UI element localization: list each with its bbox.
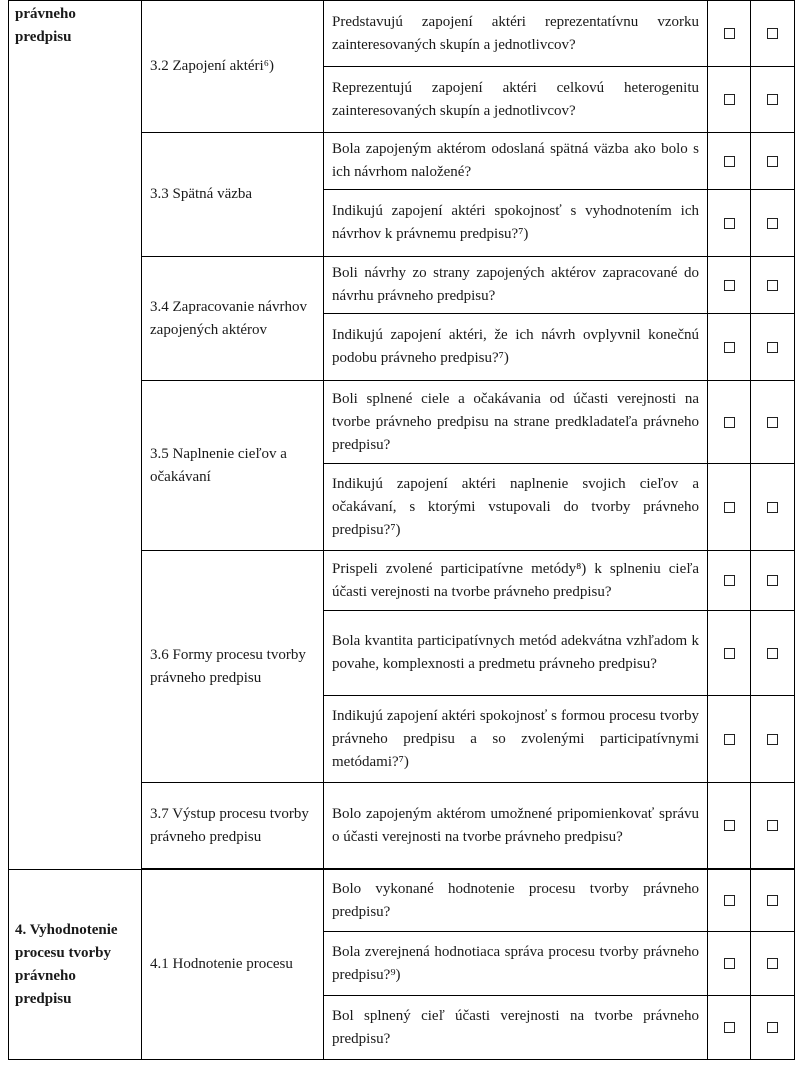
question-text: Predstavujú zapojení aktéri reprezentatívnu vzorku zainteresovaných skupín a jednotlivcov? <box>324 1 708 67</box>
question-text: Indikujú zapojení aktéri spokojnosť s vyhodnotením ich návrhov k právnemu predpisu?⁷) <box>324 190 708 257</box>
checkbox-no[interactable] <box>751 932 795 996</box>
question-text: Bolo vykonané hodnotenie procesu tvorby právneho predpisu? <box>324 870 708 932</box>
checkbox-yes[interactable] <box>708 257 751 314</box>
checkbox-no[interactable] <box>751 1 795 67</box>
checkbox-no[interactable] <box>751 257 795 314</box>
checkbox-no[interactable] <box>751 133 795 190</box>
checkbox-yes[interactable] <box>708 314 751 381</box>
checkbox-no[interactable] <box>751 67 795 133</box>
section-title: právneho predpisu <box>9 1 142 870</box>
question-text: Reprezentujú zapojení aktéri celkovú heterogenitu zainteresovaných skupín a jednotlivcov? <box>324 67 708 133</box>
section-title: 4. Vyhodnotenie procesu tvorby právneho predpisu <box>9 870 142 1060</box>
checkbox-yes[interactable] <box>708 67 751 133</box>
checkbox-no[interactable] <box>751 551 795 611</box>
checkbox-no[interactable] <box>751 996 795 1060</box>
question-text: Indikujú zapojení aktéri spokojnosť s formou procesu tvorby právneho predpisu a so zvolenými participatívnymi metódami?⁷) <box>324 696 708 783</box>
question-text: Indikujú zapojení aktéri, že ich návrh ovplyvnil konečnú podobu právneho predpisu?⁷) <box>324 314 708 381</box>
question-text: Bola zverejnená hodnotiaca správa procesu tvorby právneho predpisu?⁹) <box>324 932 708 996</box>
subsection-label: 3.2 Zapojení aktéri⁶) <box>142 1 324 133</box>
question-text: Bola zapojeným aktérom odoslaná spätná väzba ako bolo s ich návrhom naložené? <box>324 133 708 190</box>
checkbox-no[interactable] <box>751 464 795 551</box>
subsection-label: 3.6 Formy procesu tvorby právneho predpisu <box>142 551 324 783</box>
question-text: Indikujú zapojení aktéri naplnenie svojich cieľov a očakávaní, s ktorými vstupovali do tvorby právneho predpisu?⁷) <box>324 464 708 551</box>
checkbox-yes[interactable] <box>708 381 751 464</box>
checkbox-yes[interactable] <box>708 932 751 996</box>
checkbox-yes[interactable] <box>708 551 751 611</box>
question-text: Boli splnené ciele a očakávania od účasti verejnosti na tvorbe právneho predpisu na strane predkladateľa právneho predpisu? <box>324 381 708 464</box>
question-text: Prispeli zvolené participatívne metódy⁸) k splneniu cieľa účasti verejnosti na tvorbe právneho predpisu? <box>324 551 708 611</box>
checkbox-yes[interactable] <box>708 1 751 67</box>
checkbox-yes[interactable] <box>708 870 751 932</box>
checkbox-no[interactable] <box>751 381 795 464</box>
checkbox-yes[interactable] <box>708 464 751 551</box>
checkbox-yes[interactable] <box>708 996 751 1060</box>
checkbox-yes[interactable] <box>708 611 751 696</box>
checkbox-no[interactable] <box>751 696 795 783</box>
question-text: Bolo zapojeným aktérom umožnené pripomienkovať správu o účasti verejnosti na tvorbe právneho predpisu? <box>324 783 708 869</box>
subsection-label: 3.5 Naplnenie cieľov a očakávaní <box>142 381 324 551</box>
checkbox-yes[interactable] <box>708 133 751 190</box>
checkbox-yes[interactable] <box>708 696 751 783</box>
question-text: Bol splnený cieľ účasti verejnosti na tvorbe právneho predpisu? <box>324 996 708 1060</box>
evaluation-table <box>8 0 795 1060</box>
question-text: Boli návrhy zo strany zapojených aktérov zapracované do návrhu právneho predpisu? <box>324 257 708 314</box>
question-text: Bola kvantita participatívnych metód adekvátna vzhľadom k povahe, komplexnosti a predmetu právneho predpisu? <box>324 611 708 696</box>
subsection-label: 3.4 Zapracovanie návrhov zapojených aktérov <box>142 257 324 381</box>
subsection-label: 4.1 Hodnotenie procesu <box>142 870 324 1060</box>
checkbox-no[interactable] <box>751 190 795 257</box>
checkbox-yes[interactable] <box>708 190 751 257</box>
checkbox-no[interactable] <box>751 611 795 696</box>
subsection-label: 3.3 Spätná väzba <box>142 133 324 257</box>
checkbox-no[interactable] <box>751 870 795 932</box>
checkbox-no[interactable] <box>751 783 795 869</box>
checkbox-no[interactable] <box>751 314 795 381</box>
subsection-label: 3.7 Výstup procesu tvorby právneho predpisu <box>142 783 324 869</box>
checkbox-yes[interactable] <box>708 783 751 869</box>
